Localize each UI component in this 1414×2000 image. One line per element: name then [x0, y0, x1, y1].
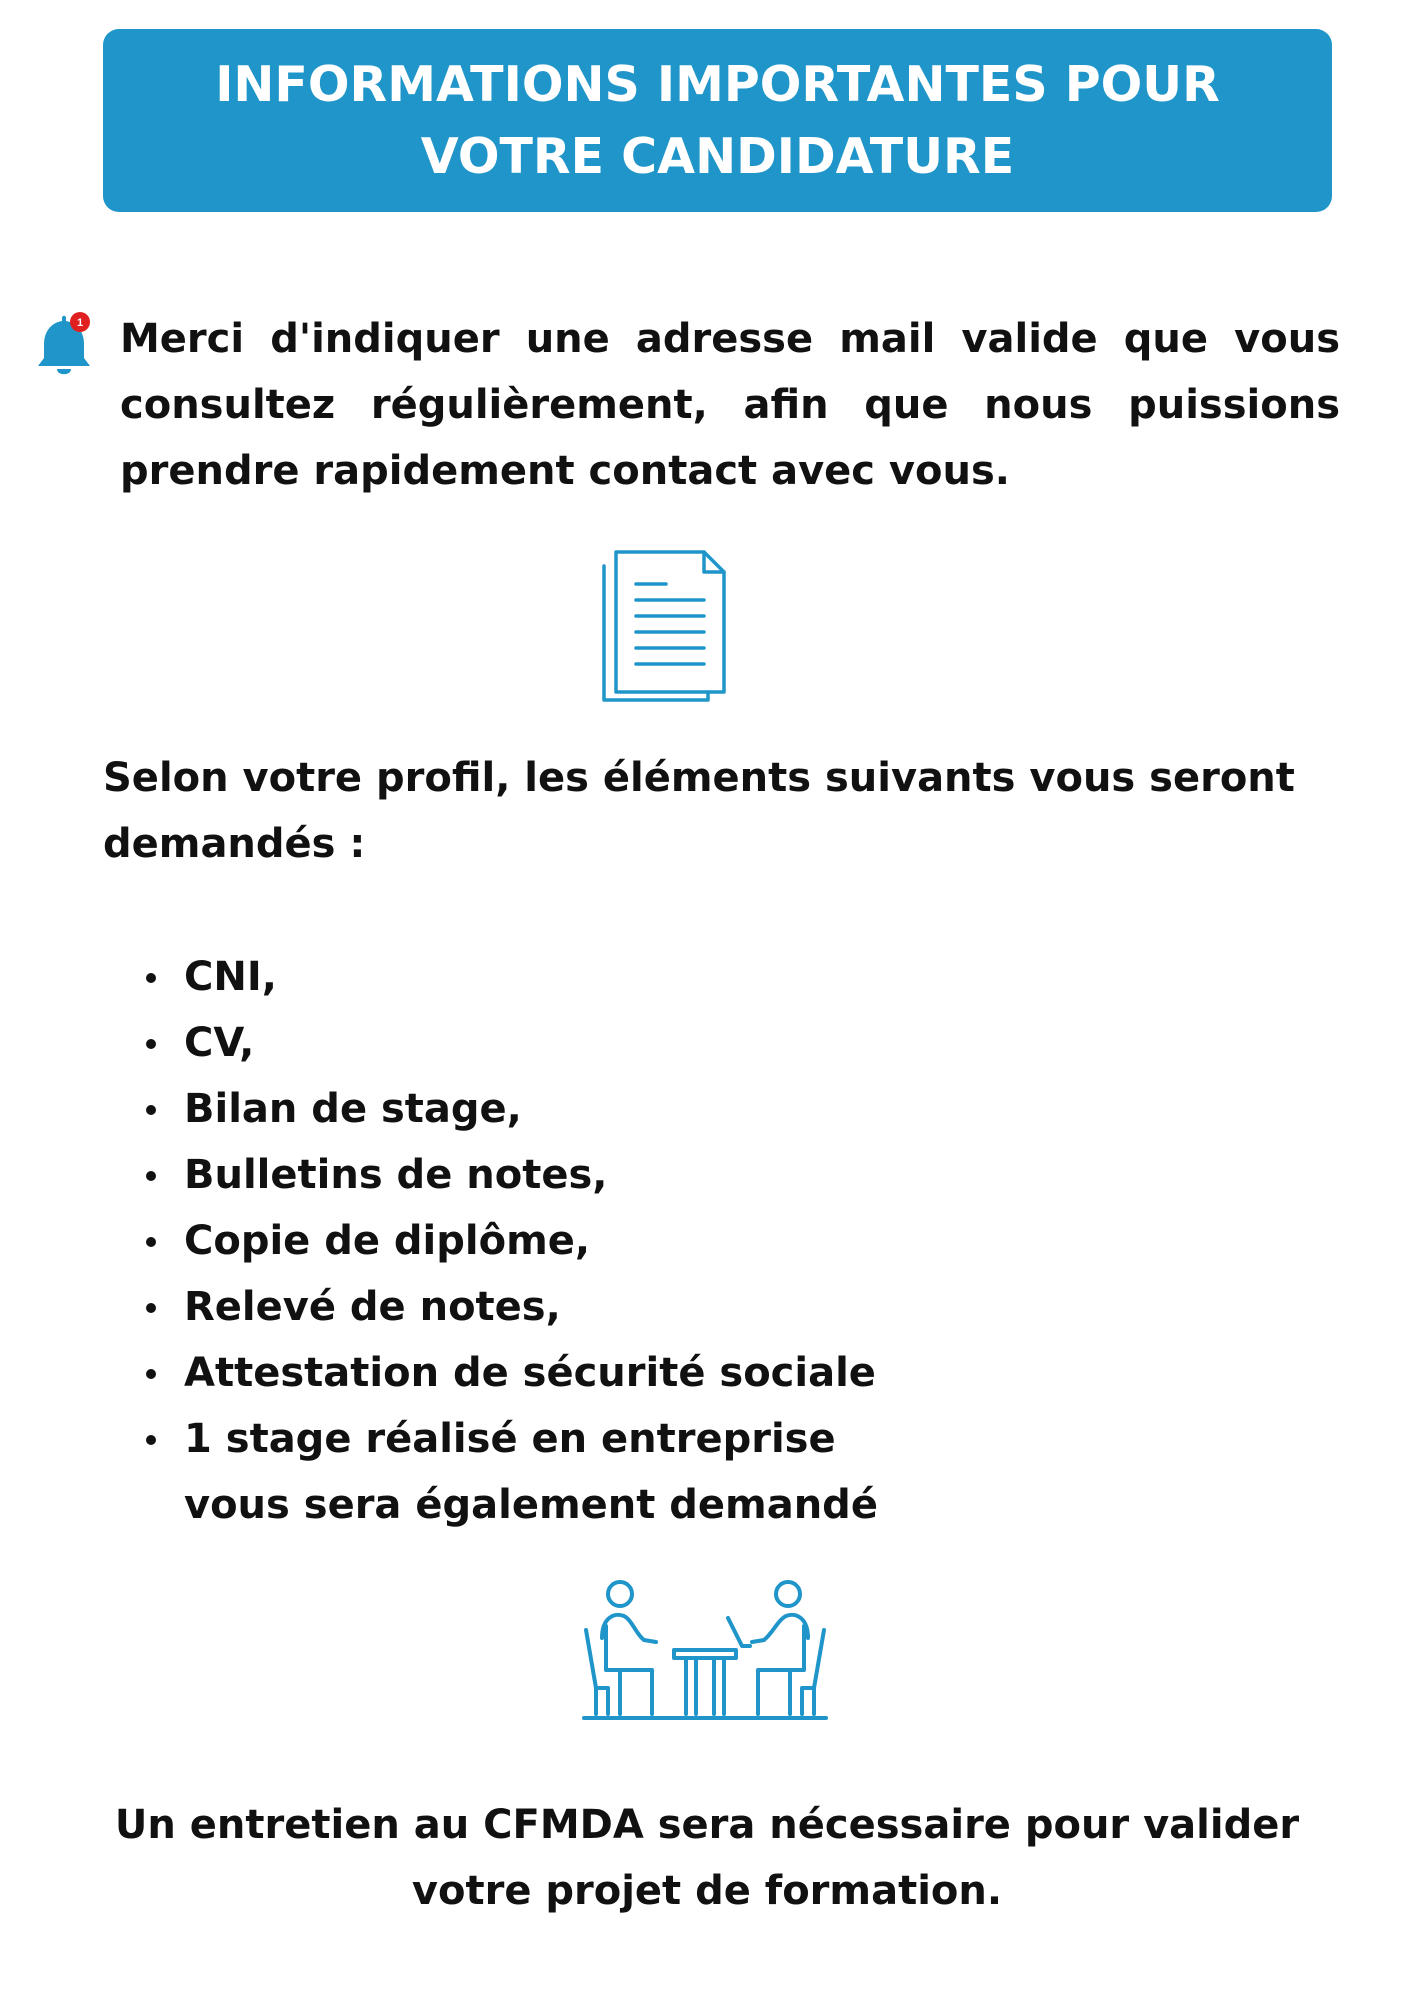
list-item [140, 1274, 1140, 1340]
page-title: INFORMATIONS IMPORTANTES POUR VOTRE CANDIDATURE [215, 55, 1220, 185]
bullet-icon [146, 1039, 156, 1049]
email-notice-text: Merci d'indiquer une adresse mail valide que vous consultez régulièrement, afin que nous puissions prendre rapidement contact avec vous. [120, 316, 1340, 494]
interview-notice: Un entretien au CFMDA sera nécessaire pour valider votre projet de formation. [114, 1802, 1300, 1914]
documents-intro: Selon votre profil, les éléments suivants vous seront demandés : [103, 755, 1295, 867]
list-item [140, 944, 1140, 1010]
notification-badge-count: 1 [76, 317, 84, 329]
bullet-icon [146, 1105, 156, 1115]
bullet-icon [146, 1171, 156, 1181]
list-item [140, 1010, 1140, 1076]
document-icon [600, 548, 730, 704]
documents-list [140, 944, 1140, 1538]
list-item [140, 1406, 904, 1538]
list-item [140, 1076, 1140, 1142]
list-item [140, 1340, 1140, 1406]
list-item-label: Copie de diplôme, [184, 1218, 591, 1264]
bullet-icon [146, 1369, 156, 1379]
list-item-label: 1 stage réalisé en entreprise vous sera également demandé [184, 1416, 878, 1528]
bell-icon [32, 310, 96, 382]
bullet-icon [146, 1237, 156, 1247]
list-item-label: Bilan de stage, [184, 1086, 522, 1132]
interview-icon [580, 1578, 830, 1738]
bullet-icon [146, 973, 156, 983]
list-item-label: Bulletins de notes, [184, 1152, 608, 1198]
bullet-icon [146, 1303, 156, 1313]
list-item-label: Attestation de sécurité sociale [184, 1350, 876, 1396]
bullet-icon [146, 1435, 156, 1445]
list-item [140, 1142, 1140, 1208]
list-item-label: CV, [184, 1020, 255, 1066]
list-item [140, 1208, 1140, 1274]
list-item-label: CNI, [184, 954, 277, 1000]
list-item-label: Relevé de notes, [184, 1284, 561, 1330]
header-banner [103, 29, 1332, 212]
